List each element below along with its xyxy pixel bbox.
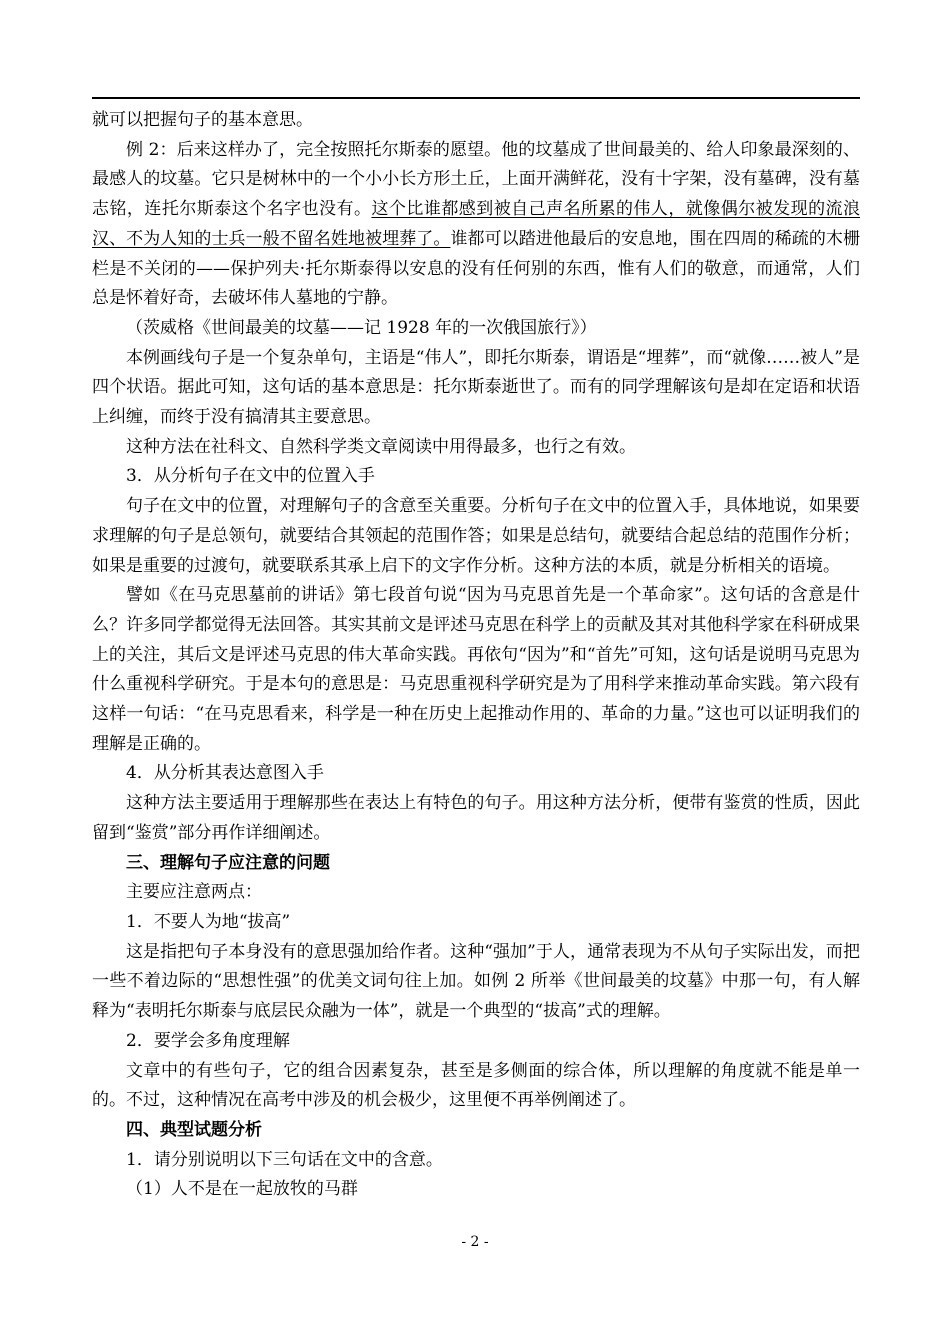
- subheading-point-2: 2．要学会多角度理解: [126, 1030, 290, 1051]
- paragraph-point-1: 这是指把句子本身没有的意思强加给作者。这种“强加”于人，通常表现为不从句子实际出发，而把一些不着边际的“思想性强”的优美文词句往上加。如例 2 所举《世间最美的坟墓》中那一句，有人解释为“表明托尔斯泰与底层民众融为一体”，就是一个典型的“拔高”式的理解。: [92, 941, 860, 1022]
- underlined-sentence: 这个比谁都感到被自己声名所累的伟人，就像偶尔被发现的流浪汉、不为人知的士兵一般不留名姓地被埋葬了。: [92, 199, 861, 249]
- question-1-item-1: （1）人不是在一起放牧的马群: [126, 1179, 358, 1200]
- header-rule: [92, 97, 860, 99]
- example-2-text: 例 2：后来这样办了，完全按照托尔斯泰的愿望。他的坟墓成了世间最美的、给人印象最深刻的、最感人的坟墓。它只是树林中的一个小小长方形土丘，上面开满鲜花，没有十字架，没有墓碑，没有墓志铭，连托尔斯泰这个名字也没有。: [92, 139, 860, 220]
- paragraph-analysis: 本例画线句子是一个复杂单句，主语是“伟人”，即托尔斯泰，谓语是“埋葬”，而“就像……被人”是四个状语。据此可知，这句话的基本意思是：托尔斯泰逝世了。而有的同学理解该句是却在定语和状语上纠缠，而终于没有搞清其主要意思。: [92, 347, 860, 428]
- paragraph-method-note: 这种方法在社科文、自然科学类文章阅读中用得最多，也行之有效。: [126, 436, 636, 457]
- example-2-text-continued: 谁都可以踏进他最后的安息地，围在四周的稀疏的木栅栏是不关闭的——保护列夫·托尔斯泰得以安息的没有任何别的东西，惟有人们的敬意，而通常，人们总是怀着好奇，去破坏伟人墓地的宁静。: [92, 228, 861, 309]
- subheading-point-1: 1．不要人为地“拔高”: [126, 911, 291, 932]
- paragraph-position: 句子在文中的位置，对理解句子的含意至关重要。分析句子在文中的位置入手，具体地说，如果要求理解的句子是总领句，就要结合其领起的范围作答；如果是总结句，就要结合起总结的范围作分析；如果是重要的过渡句，就要联系其承上启下的文字作分析。这种方法的本质，就是分析相关的语境。: [92, 496, 860, 576]
- subheading-method-4: 4．从分析其表达意图入手: [126, 763, 324, 784]
- subheading-method-3: 3．从分析句子在文中的位置入手: [126, 466, 375, 487]
- paragraph-intent: 这种方法主要适用于理解那些在表达上有特色的句子。用这种方法分析，便带有鉴赏的性质，因此留到“鉴赏”部分再作详细阐述。: [92, 793, 860, 843]
- document-body: [92, 106, 860, 1205]
- section-heading-3: 三、理解句子应注意的问题: [126, 852, 330, 873]
- paragraph-continuation: 就可以把握句子的基本意思。: [92, 110, 313, 130]
- question-1: 1．请分别说明以下三句话在文中的含意。: [126, 1149, 443, 1170]
- citation-line: （茨威格《世间最美的坟墓——记 1928 年的一次俄国旅行》）: [126, 317, 597, 338]
- paragraph-marx-example: 譬如《在马克思墓前的讲话》第七段首句说“因为马克思首先是一个革命家”。这句话的含意是什么？许多同学都觉得无法回答。其实其前文是评述马克思在科学上的贡献及其对其他科学家在科研成果上的关注，其后文是评述马克思的伟大革命实践。再依句“因为”和“首先”可知，这句话是说明马克思为什么重视科学研究。于是本句的意思是：马克思重视科学研究是为了用科学来推动革命实践。第六段有这样一句话：“在马克思看来，科学是一种在历史上起推动作用的、革命的力量。”这也可以证明我们的理解是正确的。: [92, 585, 860, 754]
- section-heading-4: 四、典型试题分析: [126, 1119, 262, 1140]
- paragraph-example-2: [92, 136, 860, 314]
- page-number: - 2 -: [461, 1234, 489, 1250]
- paragraph-two-points: 主要应注意两点：: [126, 882, 262, 903]
- paragraph-point-2: 文章中的有些句子，它的组合因素复杂，甚至是多侧面的综合体，所以理解的角度就不能是单一的。不过，这种情况在高考中涉及的机会极少，这里便不再举例阐述了。: [92, 1060, 860, 1111]
